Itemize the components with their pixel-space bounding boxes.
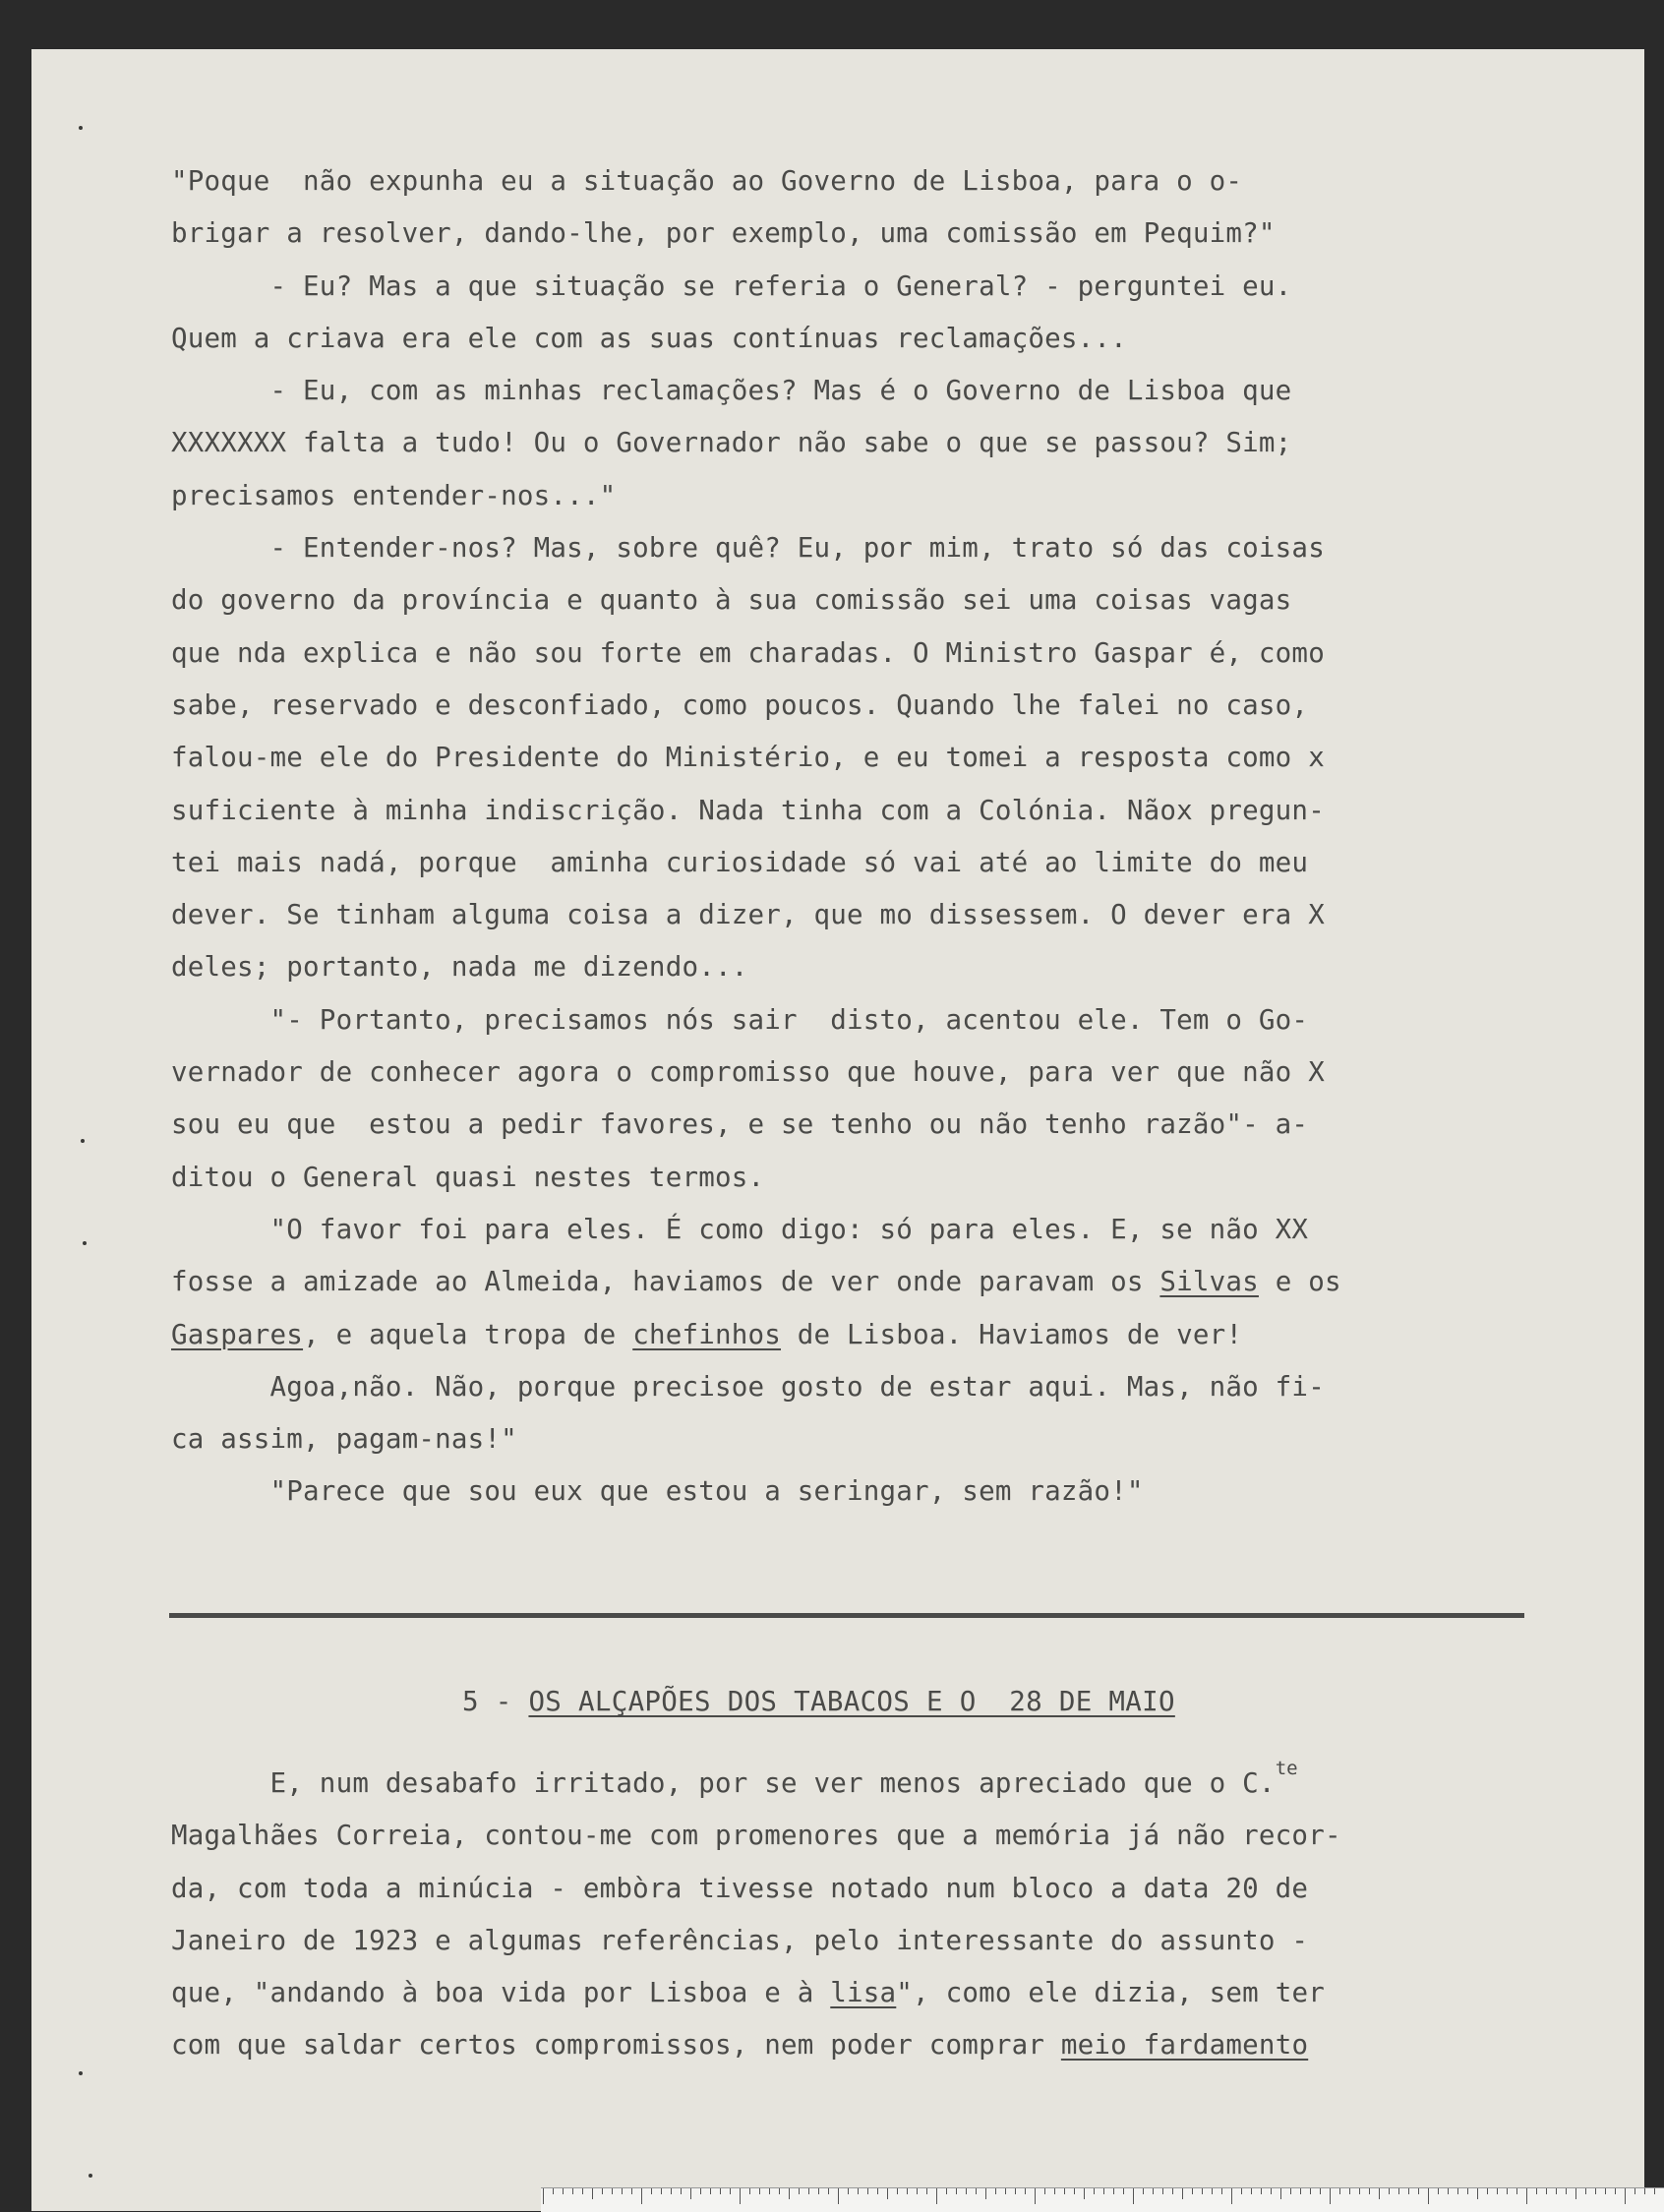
ruler-tick bbox=[1084, 2188, 1085, 2199]
text-run: fosse a amizade ao Almeida, haviamos de ver onde paravam os bbox=[171, 1266, 1160, 1298]
text-line bbox=[171, 1967, 1568, 2019]
ruler-tick bbox=[1202, 2188, 1203, 2194]
text-run: - Eu, com as minhas reclamações? Mas é o Governo de Lisboa que bbox=[171, 375, 1292, 407]
ruler-tick bbox=[1153, 2188, 1154, 2194]
ruler-tick bbox=[1241, 2188, 1242, 2194]
ruler-tick bbox=[808, 2188, 809, 2194]
ruler-tick bbox=[1044, 2188, 1045, 2194]
text-line bbox=[171, 313, 1568, 365]
ruler-tick bbox=[1536, 2188, 1537, 2194]
ruler-tick bbox=[749, 2188, 750, 2194]
text-run: XXXXXXX falta a tudo! Ou o Governador não sabe o que se passou? Sim; bbox=[171, 427, 1292, 459]
text-run: que, "andando à boa vida por Lisboa e à bbox=[171, 1977, 831, 2009]
text-run: "- Portanto, precisamos nós sair disto, acentou ele. Tem o Go- bbox=[171, 1003, 1309, 1036]
ruler-tick bbox=[1280, 2188, 1281, 2199]
ruler-tick bbox=[956, 2188, 957, 2194]
ruler-tick bbox=[1467, 2188, 1468, 2194]
text-run: vernador de conhecer agora o compromisso que houve, para ver que não X bbox=[171, 1056, 1325, 1089]
ruler-tick bbox=[1103, 2188, 1104, 2194]
ruler-tick bbox=[926, 2188, 927, 2194]
text-line bbox=[171, 1152, 1568, 1204]
ruler-tick bbox=[572, 2188, 573, 2194]
text-run: deles; portanto, nada me dizendo... bbox=[171, 951, 748, 984]
ruler-tick bbox=[848, 2188, 849, 2194]
ruler-tick bbox=[1595, 2188, 1596, 2194]
ruler-tick bbox=[887, 2188, 888, 2199]
ruler-tick bbox=[1074, 2188, 1075, 2194]
underlined-word: Gaspares bbox=[171, 1318, 304, 1350]
text-line bbox=[171, 2019, 1568, 2071]
ruler-tick bbox=[1123, 2188, 1124, 2194]
ruler-tick bbox=[631, 2188, 632, 2194]
ruler-tick bbox=[1172, 2188, 1173, 2194]
text-line bbox=[171, 470, 1568, 522]
text-line bbox=[171, 1863, 1568, 1915]
ruler-tick bbox=[1644, 2188, 1645, 2194]
text-run: ditou o General quasi nestes termos. bbox=[171, 1161, 765, 1193]
ruler-tick bbox=[1064, 2188, 1065, 2194]
superscript: te bbox=[1275, 1758, 1298, 1779]
text-run: "Parece que sou eux que estou a seringar, sem razão!" bbox=[171, 1475, 1144, 1508]
ruler-tick bbox=[995, 2188, 996, 2194]
ruler-tick bbox=[1310, 2188, 1311, 2194]
text-line bbox=[171, 365, 1568, 417]
ruler-tick bbox=[1615, 2188, 1616, 2194]
text-line bbox=[171, 1204, 1568, 1256]
typed-text-block-2 bbox=[171, 1758, 1568, 2072]
ruler-tick bbox=[867, 2188, 868, 2194]
ruler-tick bbox=[1320, 2188, 1321, 2194]
ruler-tick bbox=[1359, 2188, 1360, 2194]
ruler-tick bbox=[553, 2188, 554, 2194]
section-divider bbox=[169, 1613, 1524, 1618]
margin-mark bbox=[89, 2174, 92, 2178]
ruler-tick bbox=[681, 2188, 682, 2194]
text-line bbox=[171, 889, 1568, 941]
text-line bbox=[171, 732, 1568, 784]
text-line bbox=[171, 1758, 1568, 1810]
ruler-tick bbox=[946, 2188, 947, 2194]
text-line bbox=[171, 155, 1568, 208]
text-run: tei mais nadá, porque aminha curiosidade só vai até ao limite do meu bbox=[171, 846, 1309, 878]
text-line bbox=[171, 1361, 1568, 1413]
text-line bbox=[171, 208, 1568, 260]
ruler-tick bbox=[1477, 2188, 1478, 2199]
text-run: - Eu? Mas a que situação se referia o General? - perguntei eu. bbox=[171, 269, 1292, 302]
ruler-tick bbox=[1516, 2188, 1517, 2194]
ruler-tick bbox=[1143, 2188, 1144, 2194]
ruler-tick bbox=[1369, 2188, 1370, 2194]
ruler-tick bbox=[1457, 2188, 1458, 2194]
ruler-tick bbox=[1182, 2188, 1183, 2199]
ruler-tick bbox=[1221, 2188, 1222, 2194]
text-line bbox=[171, 1915, 1568, 1967]
ruler-tick bbox=[858, 2188, 859, 2194]
ruler-tick bbox=[976, 2188, 977, 2194]
ruler-tick bbox=[543, 2188, 544, 2204]
ruler-tick bbox=[1251, 2188, 1252, 2194]
ruler-tick bbox=[1418, 2188, 1419, 2194]
ruler-tick bbox=[1438, 2188, 1439, 2194]
ruler-tick bbox=[740, 2188, 741, 2204]
ruler-tick bbox=[1546, 2188, 1547, 2194]
text-run: que nda explica e não sou forte em charadas. O Ministro Gaspar é, como bbox=[171, 636, 1325, 669]
ruler-tick bbox=[1605, 2188, 1606, 2194]
ruler-tick bbox=[1330, 2188, 1331, 2204]
ruler-tick bbox=[1634, 2188, 1635, 2194]
ruler-tick bbox=[1398, 2188, 1399, 2194]
ruler-tick bbox=[641, 2188, 642, 2204]
ruler-tick bbox=[966, 2188, 967, 2194]
ruler-tick bbox=[1290, 2188, 1291, 2194]
ruler-tick bbox=[1015, 2188, 1016, 2194]
text-run: precisamos entender-nos..." bbox=[171, 479, 617, 511]
text-line bbox=[171, 680, 1568, 732]
text-run: Quem a criava era ele com as suas contínuas reclamações... bbox=[171, 322, 1127, 354]
ruler-tick bbox=[838, 2188, 839, 2204]
ruler-tick bbox=[1585, 2188, 1586, 2194]
text-line bbox=[171, 628, 1568, 680]
ruler-tick bbox=[1054, 2188, 1055, 2194]
text-run: sou eu que estou a pedir favores, e se tenho ou não tenho razão"- a- bbox=[171, 1108, 1309, 1141]
underlined-word: chefinhos bbox=[632, 1318, 782, 1350]
text-run: com que saldar certos compromissos, nem poder comprar bbox=[171, 2029, 1061, 2062]
ruler-tick bbox=[1349, 2188, 1350, 2194]
ruler-tick bbox=[877, 2188, 878, 2194]
ruler-tick bbox=[789, 2188, 790, 2199]
text-line bbox=[171, 261, 1568, 313]
text-line bbox=[171, 574, 1568, 627]
ruler-tick bbox=[690, 2188, 691, 2199]
text-line bbox=[171, 1046, 1568, 1099]
ruler-tick bbox=[1300, 2188, 1301, 2194]
ruler-tick bbox=[710, 2188, 711, 2194]
text-line bbox=[171, 417, 1568, 469]
text-line bbox=[171, 994, 1568, 1046]
ruler-tick bbox=[1428, 2188, 1429, 2204]
ruler-tick bbox=[1261, 2188, 1262, 2194]
text-run: sabe, reservado e desconfiado, como poucos. Quando lhe falei no caso, bbox=[171, 688, 1309, 721]
text-run: dever. Se tinham alguma coisa a dizer, que mo dissessem. O dever era X bbox=[171, 899, 1325, 931]
text-line bbox=[171, 1256, 1568, 1308]
section-number: 5 - bbox=[462, 1686, 529, 1717]
text-line bbox=[171, 522, 1568, 574]
text-run: Janeiro de 1923 e algumas referências, pelo interessante do assunto - bbox=[171, 1924, 1309, 1956]
ruler-tick bbox=[1162, 2188, 1163, 2194]
ruler-tick bbox=[651, 2188, 652, 2194]
ruler-tick bbox=[828, 2188, 829, 2194]
ruler-tick bbox=[1497, 2188, 1498, 2194]
section-heading bbox=[462, 1682, 1347, 1721]
text-run: , e aquela tropa de bbox=[303, 1318, 633, 1350]
ruler-tick bbox=[1231, 2188, 1232, 2204]
text-run: e os bbox=[1258, 1266, 1341, 1298]
ruler-tick bbox=[799, 2188, 800, 2194]
ruler-tick bbox=[818, 2188, 819, 2194]
ruler-tick bbox=[730, 2188, 731, 2194]
text-run: ", como ele dizia, sem ter bbox=[896, 1977, 1325, 2009]
ruler-tick bbox=[582, 2188, 583, 2194]
ruler-tick bbox=[1389, 2188, 1390, 2194]
ruler-tick bbox=[769, 2188, 770, 2194]
text-line bbox=[171, 785, 1568, 837]
ruler-tick bbox=[917, 2188, 918, 2194]
ruler-tick bbox=[779, 2188, 780, 2194]
ruler-tick bbox=[936, 2188, 937, 2204]
ruler-tick bbox=[1408, 2188, 1409, 2194]
text-run: suficiente à minha indiscrição. Nada tinha com a Colónia. Nãox pregun- bbox=[171, 794, 1325, 826]
ruler-tick bbox=[1379, 2188, 1380, 2199]
ruler-tick bbox=[700, 2188, 701, 2194]
text-run: falou-me ele do Presidente do Ministério, e eu tomei a resposta como x bbox=[171, 742, 1325, 774]
ruler-tick bbox=[563, 2188, 564, 2194]
ruler-tick bbox=[612, 2188, 613, 2194]
ruler-tick bbox=[592, 2188, 593, 2199]
text-run: do governo da província e quanto à sua comissão sei uma coisas vagas bbox=[171, 584, 1292, 617]
ruler-tick bbox=[1271, 2188, 1272, 2194]
text-run: brigar a resolver, dando-lhe, por exemplo, uma comissão em Pequim?" bbox=[171, 217, 1276, 250]
ruler-tick bbox=[671, 2188, 672, 2194]
ruler-tick bbox=[1556, 2188, 1557, 2194]
text-run: da, com toda a minúcia - embòra tivesse notado num bloco a data 20 de bbox=[171, 1872, 1309, 1904]
text-line bbox=[171, 1413, 1568, 1465]
ruler-tick bbox=[897, 2188, 898, 2194]
ruler-tick bbox=[1025, 2188, 1026, 2194]
text-run: ca assim, pagam-nas!" bbox=[171, 1423, 517, 1456]
text-line bbox=[171, 1099, 1568, 1151]
ruler-tick bbox=[1487, 2188, 1488, 2194]
text-run: de Lisboa. Haviamos de ver! bbox=[781, 1318, 1243, 1350]
text-line bbox=[171, 837, 1568, 889]
scale-ruler bbox=[541, 2187, 1664, 2212]
ruler-tick bbox=[661, 2188, 662, 2194]
ruler-tick bbox=[1005, 2188, 1006, 2194]
ruler-tick bbox=[720, 2188, 721, 2194]
margin-mark bbox=[79, 126, 83, 130]
ruler-tick bbox=[1113, 2188, 1114, 2194]
ruler-tick bbox=[759, 2188, 760, 2194]
underlined-word: lisa bbox=[830, 1977, 897, 2009]
typed-text-block bbox=[171, 155, 1568, 1519]
text-line bbox=[171, 1465, 1568, 1518]
ruler-tick bbox=[1654, 2188, 1655, 2194]
ruler-tick bbox=[1575, 2188, 1576, 2199]
ruler-tick bbox=[985, 2188, 986, 2199]
ruler-tick bbox=[1133, 2188, 1134, 2204]
ruler-tick bbox=[1625, 2188, 1626, 2204]
text-run: - Entender-nos? Mas, sobre quê? Eu, por mim, trato só das coisas bbox=[171, 532, 1325, 565]
ruler-tick bbox=[1094, 2188, 1095, 2194]
margin-mark bbox=[81, 1139, 85, 1143]
ruler-tick bbox=[1566, 2188, 1567, 2194]
underlined-word: Silvas bbox=[1159, 1266, 1259, 1298]
section-title: OS ALÇAPÕES DOS TABACOS E O 28 DE MAIO bbox=[528, 1686, 1175, 1717]
margin-mark bbox=[79, 2071, 83, 2075]
text-line bbox=[171, 1810, 1568, 1862]
ruler-tick bbox=[1212, 2188, 1213, 2194]
ruler-tick bbox=[1339, 2188, 1340, 2194]
ruler-tick bbox=[1035, 2188, 1036, 2204]
text-run: "O favor foi para eles. É como digo: só para eles. E, se não XX bbox=[171, 1213, 1309, 1245]
text-run: Agoa,não. Não, porque precisoe gosto de estar aqui. Mas, não fi- bbox=[171, 1370, 1325, 1403]
text-line bbox=[171, 1309, 1568, 1361]
ruler-tick bbox=[1507, 2188, 1508, 2194]
underlined-word: meio fardamento bbox=[1060, 2029, 1309, 2062]
text-run: Magalhães Correia, contou-me com promenores que a memória já não recor- bbox=[171, 1820, 1341, 1852]
ruler-tick bbox=[1448, 2188, 1449, 2194]
text-run: "Poque não expunha eu a situação ao Governo de Lisboa, para o o- bbox=[171, 165, 1243, 197]
text-line bbox=[171, 941, 1568, 993]
ruler-tick bbox=[622, 2188, 623, 2194]
ruler-tick bbox=[1192, 2188, 1193, 2194]
text-run: E, num desabafo irritado, por se ver menos apreciado que o C. bbox=[171, 1767, 1276, 1799]
margin-mark bbox=[83, 1241, 87, 1245]
ruler-tick bbox=[1526, 2188, 1527, 2204]
ruler-tick bbox=[907, 2188, 908, 2194]
ruler-tick bbox=[602, 2188, 603, 2194]
